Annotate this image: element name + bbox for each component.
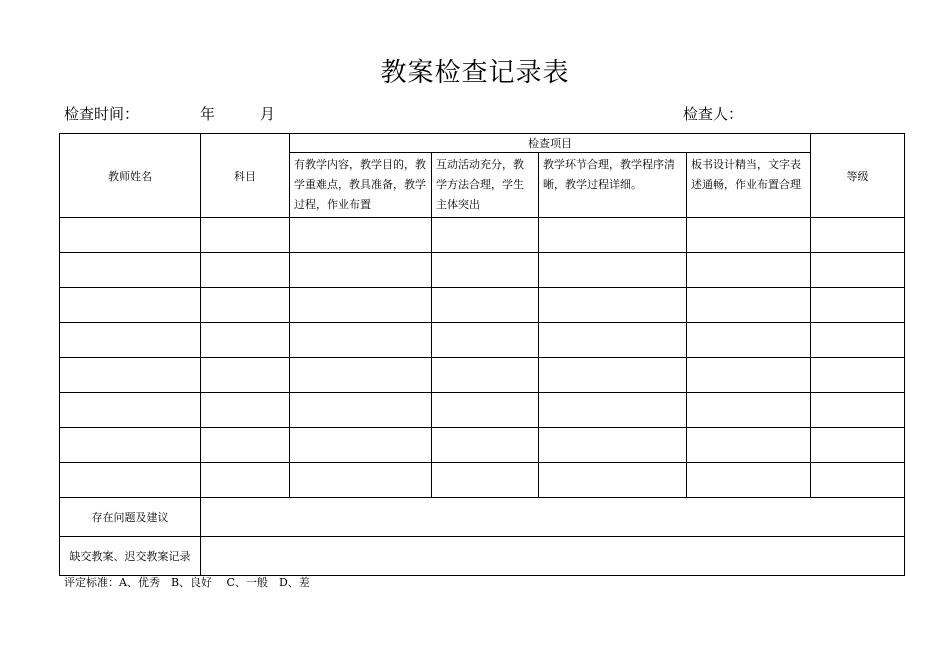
table-cell[interactable] xyxy=(811,288,905,323)
table-cell[interactable] xyxy=(432,463,539,498)
table-cell[interactable] xyxy=(432,253,539,288)
table-cell[interactable] xyxy=(60,393,201,428)
table-cell[interactable] xyxy=(687,288,811,323)
table-cell[interactable] xyxy=(811,428,905,463)
table-row xyxy=(60,288,905,323)
table-cell[interactable] xyxy=(811,393,905,428)
table-cell[interactable] xyxy=(687,463,811,498)
table-cell[interactable] xyxy=(201,218,290,253)
table-cell[interactable] xyxy=(539,393,687,428)
criterion-interaction: 互动活动充分，教学方法合理，学生主体突出 xyxy=(432,153,539,218)
missing-late-record-label: 缺交教案、迟交教案记录 xyxy=(60,537,201,576)
table-cell[interactable] xyxy=(201,393,290,428)
table-cell[interactable] xyxy=(432,218,539,253)
table-cell[interactable] xyxy=(687,218,811,253)
table-cell[interactable] xyxy=(539,428,687,463)
table-cell[interactable] xyxy=(539,358,687,393)
table-cell[interactable] xyxy=(201,253,290,288)
table-cell[interactable] xyxy=(60,218,201,253)
table-cell[interactable] xyxy=(687,393,811,428)
table-cell[interactable] xyxy=(539,218,687,253)
table-row xyxy=(60,393,905,428)
problems-suggestions-label: 存在问题及建议 xyxy=(60,498,201,537)
page-title: 教案检查记录表 xyxy=(380,58,570,88)
header-grade: 等级 xyxy=(811,134,905,218)
table-cell[interactable] xyxy=(201,323,290,358)
table-row xyxy=(60,253,905,288)
table-cell[interactable] xyxy=(201,358,290,393)
missing-late-record-cell[interactable] xyxy=(201,537,905,576)
table-cell[interactable] xyxy=(539,253,687,288)
table-row xyxy=(60,323,905,358)
table-row xyxy=(60,358,905,393)
criterion-procedure: 教学环节合理，教学程序清晰，教学过程详细。 xyxy=(539,153,687,218)
table-cell[interactable] xyxy=(811,218,905,253)
table-cell[interactable] xyxy=(539,323,687,358)
header-subject: 科目 xyxy=(201,134,290,218)
table-cell[interactable] xyxy=(432,323,539,358)
table-cell[interactable] xyxy=(290,358,432,393)
table-cell[interactable] xyxy=(811,463,905,498)
inspection-table xyxy=(59,133,905,576)
table-cell[interactable] xyxy=(539,288,687,323)
table-cell[interactable] xyxy=(432,393,539,428)
inspector-label: 检查人： xyxy=(683,105,744,123)
table-cell[interactable] xyxy=(290,393,432,428)
table-cell[interactable] xyxy=(290,428,432,463)
table-row xyxy=(60,218,905,253)
year-label: 年 xyxy=(200,105,216,123)
check-time-label: 检查时间： xyxy=(64,105,140,123)
header-teacher-name: 教师姓名 xyxy=(60,134,201,218)
table-cell[interactable] xyxy=(290,323,432,358)
table-cell[interactable] xyxy=(432,358,539,393)
problems-suggestions-cell[interactable] xyxy=(201,498,905,537)
table-cell[interactable] xyxy=(687,323,811,358)
table-cell[interactable] xyxy=(60,358,201,393)
table-cell[interactable] xyxy=(60,428,201,463)
table-cell[interactable] xyxy=(290,463,432,498)
table-cell[interactable] xyxy=(60,463,201,498)
criterion-blackboard: 板书设计精当，文字表述通畅，作业布置合理 xyxy=(687,153,811,218)
table-cell[interactable] xyxy=(811,253,905,288)
table-cell[interactable] xyxy=(539,463,687,498)
table-cell[interactable] xyxy=(290,218,432,253)
criterion-content: 有教学内容，教学目的，教学重难点，教具准备，教学过程，作业布置 xyxy=(290,153,432,218)
table-cell[interactable] xyxy=(687,253,811,288)
table-cell[interactable] xyxy=(290,253,432,288)
table-cell[interactable] xyxy=(432,428,539,463)
month-label: 月 xyxy=(260,105,276,123)
table-row xyxy=(60,463,905,498)
table-row xyxy=(60,428,905,463)
table-cell[interactable] xyxy=(201,463,290,498)
table-cell[interactable] xyxy=(432,288,539,323)
table-cell[interactable] xyxy=(687,428,811,463)
table-cell[interactable] xyxy=(201,428,290,463)
table-cell[interactable] xyxy=(811,323,905,358)
table-cell[interactable] xyxy=(60,288,201,323)
table-cell[interactable] xyxy=(60,323,201,358)
table-cell[interactable] xyxy=(811,358,905,393)
grading-standard: 评定标准：A、优秀 B、良好 C、一般 D、差 xyxy=(64,576,310,589)
table-cell[interactable] xyxy=(201,288,290,323)
header-check-items: 检查项目 xyxy=(290,134,811,153)
table-cell[interactable] xyxy=(290,288,432,323)
table-cell[interactable] xyxy=(60,253,201,288)
table-cell[interactable] xyxy=(687,358,811,393)
